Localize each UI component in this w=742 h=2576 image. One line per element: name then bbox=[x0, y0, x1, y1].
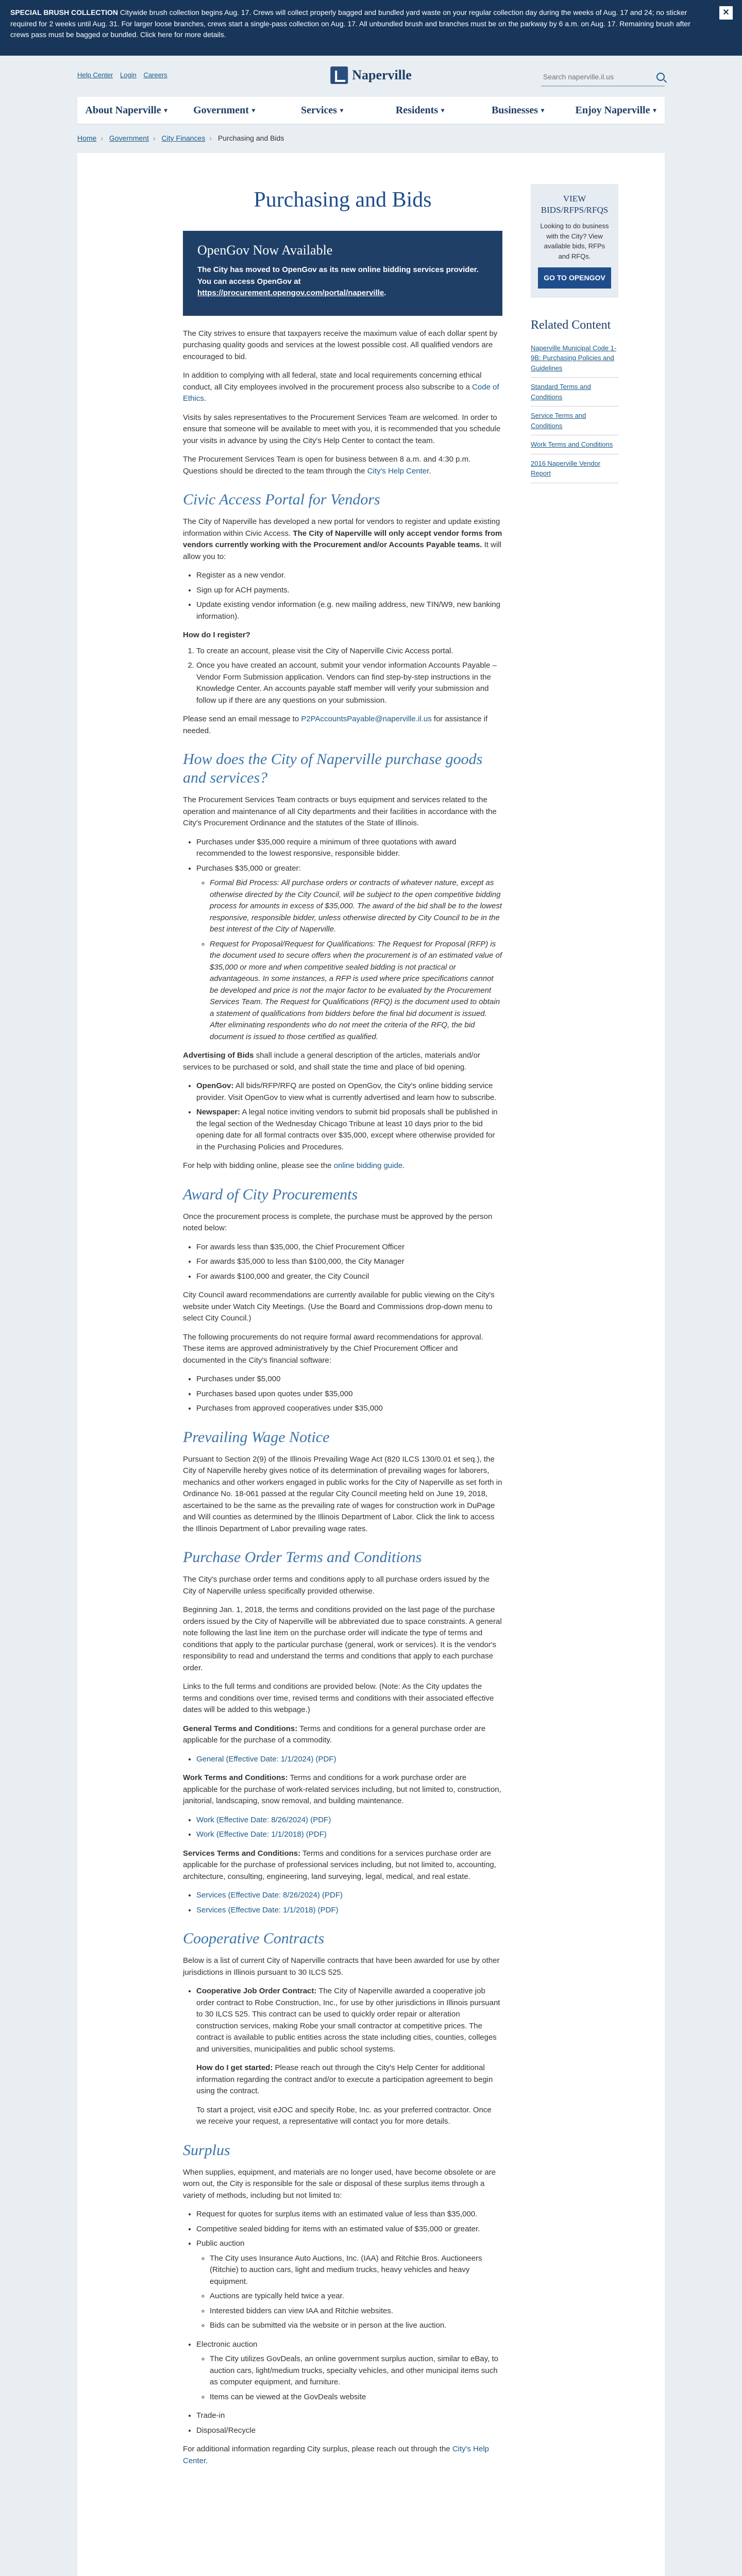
terms-p1: The City's purchase order terms and conditions apply to all purchase orders issued by the City of Naperville unless specifically provided otherwise. bbox=[183, 1575, 490, 1596]
opengov-callout bbox=[183, 231, 502, 316]
how-list bbox=[196, 837, 502, 1043]
chevron-down-icon: ▾ bbox=[164, 107, 167, 114]
intro-p3: Visits by sales representatives to the Procurement Services Team are welcomed. In order to ensure that someone will be available to meet with you, it is recommended that you schedule your visits in advance by using the City's Help Center to contact the team. bbox=[183, 413, 501, 445]
careers-link[interactable]: Careers bbox=[143, 71, 167, 79]
related-content bbox=[531, 318, 618, 483]
how-p1: The Procurement Services Team contracts or buys equipment and services related to the operation and maintenance of all City departments and their facilities in accordance with the City's Procurement Ordinance and the statutes of the State of Illinois. bbox=[183, 795, 497, 827]
surplus-list bbox=[196, 2209, 502, 2436]
list-item: • Electronic auction ◦ The City utilizes GovDeals, an online government surplus auction, similar to eBay, to auction cars, light/medium trucks, specialty vehicles, and other municipal items such as computer equipment, and furniture. ◦ Items can be viewed at the GovDeals website bbox=[196, 2339, 502, 2403]
general-terms-link[interactable]: General (Effective Date: 1/1/2024) (PDF) bbox=[196, 1754, 336, 1764]
list-item: • For awards $35,000 to less than $100,000, the City Manager bbox=[196, 1256, 502, 1268]
breadcrumb-home[interactable]: Home bbox=[77, 134, 97, 142]
main-nav bbox=[77, 97, 665, 124]
email-link[interactable]: P2PAccountsPayable@naperville.il.us bbox=[301, 715, 432, 723]
award-heading: Award of City Procurements bbox=[183, 1185, 358, 1203]
list-item: • Update existing vendor information (e.g. new mailing address, new TIN/W9, new banking information). bbox=[196, 599, 502, 622]
list-item: ◦ Auctions are typically held twice a year. bbox=[210, 2291, 502, 2302]
site-logo[interactable] bbox=[330, 65, 412, 85]
search-input[interactable] bbox=[541, 71, 656, 83]
surplus-heading: Surplus bbox=[183, 2141, 230, 2159]
list-item bbox=[196, 1890, 502, 1902]
breadcrumb-government[interactable]: Government bbox=[109, 134, 149, 142]
terms-p3: Links to the full terms and conditions are provided below. (Note: As the City updates the terms and conditions over time, revised terms and conditions with their associated effective dates will be added to this webpage.) bbox=[183, 1682, 494, 1714]
list-item: ◦ Bids can be submitted via the website or in person at the live auction. bbox=[210, 2320, 502, 2332]
list-item: • Disposal/Recycle bbox=[196, 2425, 502, 2437]
related-link[interactable]: Standard Terms and Conditions bbox=[531, 378, 618, 406]
civic-heading: Civic Access Portal for Vendors bbox=[183, 491, 380, 508]
card-title: VIEW BIDS/RFPS/RFQS bbox=[541, 194, 609, 215]
nav-services[interactable]: Services ▾ bbox=[273, 97, 371, 124]
work-terms-link[interactable]: Work (Effective Date: 1/1/2018) (PDF) bbox=[196, 1830, 327, 1839]
list-item: • For awards $100,000 and greater, the City Council bbox=[196, 1271, 502, 1283]
view-bids-card bbox=[531, 184, 618, 298]
alert-text[interactable]: Citywide brush collection begins Aug. 17. Crews will collect properly bagged and bundled yard waste on your regular collection day during the weeks of Aug. 17 and 24; no sticker required for 2 weeks until Aug. 31. For larger loose branches, crews start a single-pass collection on Aug. 17. All unbundled brush and branches must be on the parkway by 6 a.m. on Aug. 17. Remaining brush after crews pass must be bagged or bundled. Click here for more details. bbox=[10, 8, 690, 39]
list-item: ◦ Request for Proposal/Request for Qualifications: The Request for Proposal (RFP) is the document used to secure offers when the procurement is of an estimated value of $35,000 or more and when competitive sealed bidding is not practical or advantageous. In some instances, a RFP is used where price specifications cannot be developed and price is not the major factor to be evaluated by the Procurement Services Team. The Request for Qualifications (RFQ) is the document used to obtain a statement of qualifications from bidders before the final bid document is issued. After eliminating respondents who do not meet the criteria of the RFQ, the bid document is issued to those certified as qualified. bbox=[210, 939, 502, 1043]
list-item: • Competitive sealed bidding for items with an estimated value of $35,000 or greater. bbox=[196, 2224, 502, 2235]
list-item bbox=[196, 1815, 502, 1826]
breadcrumb-current: Purchasing and Bids bbox=[217, 134, 284, 142]
search-box bbox=[541, 68, 665, 87]
alert-title: SPECIAL BRUSH COLLECTION bbox=[10, 8, 118, 16]
award-p3: The following procurements do not require formal award recommendations for approval. These items are approved administratively by the Chief Procurement Officer and documented in the City's financial software: bbox=[183, 1332, 483, 1365]
list-item: • OpenGov: All bids/RFP/RFQ are posted on OpenGov, the City's online bidding service provider. Visit OpenGov to view what is currently advertised and learn how to subscribe. bbox=[196, 1080, 502, 1104]
list-item bbox=[196, 1905, 502, 1917]
chevron-down-icon: ▾ bbox=[541, 107, 545, 114]
main-content bbox=[77, 153, 665, 2576]
civic-list bbox=[196, 570, 502, 622]
list-item[interactable]: 2. Once you have created an account, submit your vendor information Accounts Payable – Vendor Form Submission application. Vendors can find step-by-step instructions in the Knowledge Center. An accounts payable staff member will verify your submission and follow up if there are any questions on your submission. bbox=[196, 660, 502, 706]
nav-about[interactable]: About Naperville ▾ bbox=[77, 97, 175, 124]
chevron-down-icon: ▾ bbox=[251, 107, 255, 114]
callout-text: The City has moved to OpenGov as its new online bidding services provider. You can access OpenGov at https://procurement.opengov.com/portal/naperville. bbox=[197, 265, 479, 297]
close-icon[interactable]: ✕ bbox=[719, 6, 733, 20]
callout-title: OpenGov Now Available bbox=[197, 243, 333, 258]
register-steps bbox=[196, 646, 502, 707]
list-item: • Cooperative Job Order Contract: The City of Naperville awarded a cooperative job order contract to Robe Construction, Inc., for use by other jurisdictions in Illinois pursuant to 30 ILCS 525. This contract can be used to quickly order repair or alteration construction services, making Robe your small contractor at competitive prices. The contract is available to public entities across the state including cities, counties, colleges and universities, municipalities and public school systems. bbox=[196, 1986, 502, 2055]
coop-how-p: How do I get started: Please reach out through the City's Help Center for additional information regarding the contract and/or to execute a participation agreement to begin using the contract. bbox=[196, 2063, 493, 2095]
help-center-link[interactable]: Help Center bbox=[77, 71, 113, 79]
list-item: • Public auction ◦ The City uses Insurance Auto Auctions, Inc. (IAA) and Ritchie Bros. Auctioneers (Ritchie) to auction cars, light and medium trucks, heavy vehicles and heavy equipment. ◦ Auctions are typically held twice a year. ◦ Interested bidders can view IAA and Ritchie websites. ◦ Bids can be submitted via the website or in person at the live auction. bbox=[196, 2238, 502, 2332]
search-icon[interactable] bbox=[656, 73, 665, 81]
services-terms-list bbox=[196, 1890, 502, 1916]
list-item: • Register as a new vendor. bbox=[196, 570, 502, 582]
list-item: • Request for quotes for surplus items with an estimated value of less than $35,000. bbox=[196, 2209, 502, 2221]
register-heading: How do I register? bbox=[183, 631, 250, 639]
surplus-p2: For additional information regarding City surplus, please reach out through the City's Help Center. bbox=[183, 2445, 490, 2465]
list-item bbox=[196, 1829, 502, 1841]
general-terms-p: General Terms and Conditions: Terms and conditions for a general purchase order are applicable for the purchase of a commodity. bbox=[183, 1724, 486, 1744]
list-item: ◦ The City uses Insurance Auto Auctions, Inc. (IAA) and Ritchie Bros. Auctioneers (Ritchie) to auction cars, light and medium trucks, heavy vehicles and heavy equipment. bbox=[210, 2253, 502, 2288]
list-item: • Purchases $35,000 or greater: ◦ Formal Bid Process: All purchase orders or contracts of whatever nature, except as otherwise directed by the City Council, will be subject to the open competitive bidding process for amounts in excess of $35,000. The award of the bid shall be to the lowest responsive, responsible bidder, unless otherwise directed by City Council to be in the best interest of the City of Naperville. ◦ Request for Proposal/Request for Qualifications: The Request for Proposal (RFP) is the document used to secure offers when the procurement is of an estimated value of $35,000 or more and when competitive sealed bidding is not practical or advantageous. In some instances, a RFP is used where price specifications cannot be developed and price is not the major factor to be evaluated by the Procurement Services Team. The Request for Qualifications (RFQ) is the document used to obtain a statement of qualifications from bidders before the final bid document is issued. After eliminating respondents who do not meet the criteria of the RFQ, the bid document is issued to those certified as qualified. bbox=[196, 863, 502, 1043]
coop-list bbox=[196, 1986, 502, 2055]
related-link[interactable]: Service Terms and Conditions bbox=[531, 406, 618, 435]
how-heading: How does the City of Naperville purchase goods and services? bbox=[183, 751, 483, 786]
advertising-list bbox=[196, 1080, 502, 1153]
list-item[interactable]: 1. To create an account, please visit the City of Naperville Civic Access portal. bbox=[196, 646, 502, 657]
chevron-down-icon: ▾ bbox=[441, 107, 445, 114]
breadcrumb: Home › Government › City Finances › Purchasing and Bids bbox=[77, 134, 284, 142]
work-terms-p: Work Terms and Conditions: Terms and conditions for a work purchase order are applicable for the purchase of work-related services including, but not limited to, construction, janitorial, landscaping, snow removal, and building maintenance. bbox=[183, 1773, 501, 1805]
page-title: Purchasing and Bids bbox=[254, 188, 432, 212]
award-p2: City Council award recommendations are currently available for public viewing on the City's website under Watch City Meetings. (Use the Board and Commissions drop-down menu to select City Council.) bbox=[183, 1291, 495, 1323]
site-header bbox=[77, 56, 665, 97]
nav-enjoy[interactable]: Enjoy Naperville ▾ bbox=[567, 97, 665, 124]
work-terms-link[interactable]: Work (Effective Date: 8/26/2024) (PDF) bbox=[196, 1815, 331, 1824]
list-item: • Trade-in bbox=[196, 2410, 502, 2422]
related-link[interactable]: 2016 Naperville Vendor Report bbox=[531, 454, 618, 483]
intro-p2: In addition to complying with all federal, state and local requirements concerning ethical conduct, all City employees involved in the procurement process also subscribe to a Code of Ethics. bbox=[183, 371, 499, 403]
chevron-down-icon: ▾ bbox=[653, 107, 656, 114]
go-to-opengov-button[interactable]: GO TO OPENGOV bbox=[538, 267, 611, 289]
civic-p1: The City of Naperville has developed a new portal for vendors to register and update existing information within Civic Access. The City of Naperville will only accept vendor forms from vendors currently working with the Procurement and/or Accounts Payable teams. It will allow you to: bbox=[183, 517, 502, 561]
work-terms-list bbox=[196, 1815, 502, 1841]
award-list bbox=[196, 1242, 502, 1283]
intro-p4: The Procurement Services Team is open for business between 8 a.m. and 4:30 p.m. Questions should be directed to the team through the City's Help Center. bbox=[183, 455, 471, 476]
services-terms-p: Services Terms and Conditions: Terms and conditions for a services purchase order are applicable for the purchase of professional services including, but not limited to, accounting, architecture, consulting, engineering, land surveying, legal, medical, and real estate. bbox=[183, 1849, 496, 1881]
list-item: • Purchases based upon quotes under $35,000 bbox=[196, 1388, 502, 1400]
surplus-p1: When supplies, equipment, and materials are no longer used, have become obsolete or are worn out, the City is responsible for the sale or disposal of these surplus items through a variety of methods, including but not limited to: bbox=[183, 2167, 496, 2200]
chevron-down-icon: ▾ bbox=[340, 107, 343, 114]
opengov-link[interactable]: https://procurement.opengov.com/portal/naperville bbox=[197, 289, 384, 297]
list-item: • For awards less than $35,000, the Chief Procurement Officer bbox=[196, 1242, 502, 1253]
list-item: ◦ The City utilizes GovDeals, an online government surplus auction, similar to eBay, to auction cars, light/medium trucks, specialty vehicles, and other municipal items such as computer equipment, and furniture. bbox=[210, 2353, 502, 2388]
coop-p1: Below is a list of current City of Naperville contracts that have been awarded for use by other jurisdictions in Illinois pursuant to 30 ILCS 525. bbox=[183, 1956, 500, 1977]
related-link[interactable]: Naperville Municipal Code 1-9B: Purchasing Policies and Guidelines bbox=[531, 339, 618, 378]
list-item: ◦ Items can be viewed at the GovDeals website bbox=[210, 2392, 502, 2403]
list-item: • Purchases from approved cooperatives under $35,000 bbox=[196, 1403, 502, 1415]
related-title: Related Content bbox=[531, 318, 611, 332]
services-terms-link[interactable]: Services (Effective Date: 8/26/2024) (PDF) bbox=[196, 1891, 343, 1900]
coop-p2: To start a project, visit eJOC and specify Robe, Inc. as your preferred contractor. Once we receive your request, a representative will contact you for more details. bbox=[196, 2105, 492, 2126]
bidding-help-p: For help with bidding online, please see the online bidding guide. bbox=[183, 1161, 405, 1170]
list-item: • Purchases under $5,000 bbox=[196, 1374, 502, 1385]
award-list-2 bbox=[196, 1374, 502, 1415]
general-terms-list bbox=[196, 1754, 502, 1766]
wage-p1: Pursuant to Section 2(9) of the Illinois Prevailing Wage Act (820 ILCS 130/0.01 et seq.), the City of Naperville hereby gives notice of its determination of prevailing wages for laborers, mechanics and other workers engaged in public works for the City of Naperville as set forth in Ordinance No. 18-061 passed at the regular City Council meeting held on June 19, 2018, ascertained to be the same as the prevailing rate of wages for construction work in DuPage and Will counties as determined by the Illinois Department of Labor. Click the link to access the Illinois Department of Labor prevailing wage rates. bbox=[183, 1454, 502, 1533]
wage-heading: Prevailing Wage Notice bbox=[183, 1428, 330, 1446]
ethics-link[interactable]: Code of Ethics bbox=[183, 382, 499, 403]
logo-text: Naperville bbox=[352, 67, 412, 82]
advertising-p: Advertising of Bids shall include a general description of the articles, materials and/or services to be purchased or sold, and shall state the time and place of bid opening. bbox=[183, 1051, 480, 1072]
intro-p1: The City strives to ensure that taxpayers receive the maximum value of each dollar spent by purchasing quality goods and services at the lowest possible cost. All qualified vendors are encouraged to bid. bbox=[183, 329, 498, 361]
list-item: ◦ Formal Bid Process: All purchase orders or contracts of whatever nature, except as otherwise directed by the City Council, will be subject to the open competitive bidding process for amounts in excess of $35,000. The award of the bid shall be to the lowest responsive, responsible bidder, unless otherwise directed by City Council to be in the best interest of the City of Naperville. bbox=[210, 877, 502, 936]
list-item bbox=[196, 1754, 502, 1766]
list-item: • Purchases under $35,000 require a minimum of three quotations with award recommended to the lowest responsive, responsible bidder. bbox=[196, 837, 502, 860]
bidding-guide-link[interactable]: online bidding guide bbox=[333, 1161, 403, 1170]
card-text: Looking to do business with the City? View available bids, RFPs and RFQs. bbox=[540, 222, 609, 260]
nav-residents[interactable]: Residents ▾ bbox=[371, 97, 469, 124]
award-p1: Once the procurement process is complete, the purchase must be approved by the person noted below: bbox=[183, 1212, 493, 1232]
terms-heading: Purchase Order Terms and Conditions bbox=[183, 1549, 422, 1566]
list-item: • Newspaper: A legal notice inviting vendors to submit bid proposals shall be published in the legal section of the Wednesday Chicago Tribune at least 10 days prior to the bid opening date for all formal contracts over $35,000, except where otherwise provided for in the Purchasing Policies and Procedures. bbox=[196, 1107, 502, 1153]
nav-businesses[interactable]: Businesses ▾ bbox=[469, 97, 567, 124]
utility-links bbox=[77, 70, 173, 80]
surplus-help-link[interactable]: City's Help Center bbox=[183, 2445, 490, 2465]
alert-banner bbox=[0, 0, 742, 56]
list-item: ◦ Interested bidders can view IAA and Ritchie websites. bbox=[210, 2306, 502, 2317]
terms-p2: Beginning Jan. 1, 2018, the terms and conditions provided on the last page of the purchase orders issued by the City of Naperville will be abbreviated due to space constraints. A general note following the last line item on the purchase order will indicate the type of terms and conditions that apply to the particular purchase (general, work or services). It is the vendor's responsibility to read and understand the terms and conditions that apply to each purchase order. bbox=[183, 1605, 502, 1672]
email-p: Please send an email message to P2PAccountsPayable@naperville.il.us for assistance if needed. bbox=[183, 715, 488, 735]
logo-icon bbox=[330, 66, 348, 84]
list-item: • Sign up for ACH payments. bbox=[196, 585, 502, 597]
breadcrumb-finances[interactable]: City Finances bbox=[161, 134, 206, 142]
help-center-inline-link[interactable]: City's Help Center bbox=[367, 466, 429, 476]
services-terms-link[interactable]: Services (Effective Date: 1/1/2018) (PDF) bbox=[196, 1905, 339, 1914]
login-link[interactable]: Login bbox=[120, 71, 137, 79]
nav-government[interactable]: Government ▾ bbox=[175, 97, 273, 124]
coop-heading: Cooperative Contracts bbox=[183, 1930, 325, 1947]
related-link[interactable]: Work Terms and Conditions bbox=[531, 435, 618, 454]
